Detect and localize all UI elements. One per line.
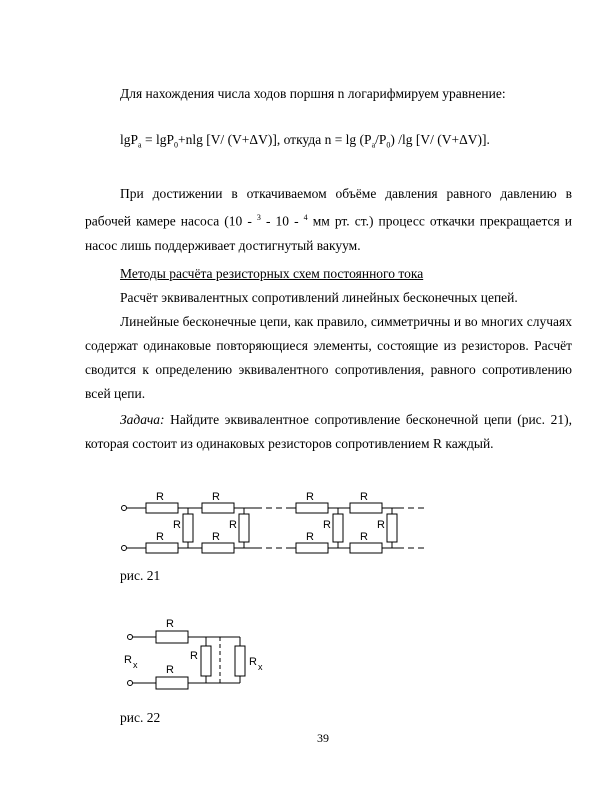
page-number: 39: [317, 731, 329, 745]
resistor-label: R: [156, 492, 164, 503]
figure-22-circuit: [120, 615, 290, 695]
paragraph-infinite-chains: Линейные бесконечные цепи, как правило, симметричны и во многих случаях содержат одинаковые повторяющиеся элементы, состоящие из резисторов. Расчёт сводится к определению эквивалентного сопротивления, равного сопротивлению всей цепи.: [85, 314, 572, 401]
rx-label: R: [249, 656, 257, 668]
paragraph-task: Задача: Найдите эквивалентное сопротивление бесконечной цепи (рис. 21), которая состоит из одинаковых резисторов сопротивлением R каждый.: [85, 412, 572, 451]
resistor-label: R: [156, 531, 164, 543]
paragraph-intro: Для нахождения числа ходов поршня n логарифмируем уравнение:: [120, 86, 506, 101]
resistor-label: R: [377, 519, 385, 531]
figure-21-caption: рис. 21: [120, 568, 161, 583]
task-label: Задача:: [120, 412, 165, 427]
figure-21-circuit: [118, 492, 438, 562]
section-heading: Методы расчёта резисторных схем постоянного тока: [120, 266, 424, 281]
resistor-label: R: [166, 664, 174, 676]
figure-22-caption: рис. 22: [120, 710, 161, 725]
rx-label: R: [124, 654, 132, 666]
formula: lgP$_a$ = lgP$_0$+nlg [V/ (V+ΔV)], откуда $n = \lg (P_a/P_0)$ /lg [V/ (V+ΔV)].: [120, 132, 490, 150]
rx-subscript: x: [133, 660, 138, 670]
resistor-label: R: [323, 519, 331, 531]
resistor-label: R: [212, 492, 220, 503]
section-subheading: Расчёт эквивалентных сопротивлений линейных бесконечных цепей.: [120, 290, 518, 305]
rx-subscript: x: [258, 662, 263, 672]
resistor-label: R: [229, 519, 237, 531]
resistor-label: R: [166, 618, 174, 630]
resistor-label: R: [360, 531, 368, 543]
resistor-label: R: [190, 650, 198, 662]
resistor-label: R: [306, 531, 314, 543]
resistor-label: R: [306, 492, 314, 503]
resistor-label: R: [212, 531, 220, 543]
resistor-label: R: [173, 519, 181, 531]
paragraph-vacuum: При достижении в откачиваемом объёме давления равного давлению в рабочей камере насоса (10 - $^3$ - 10 - $^4$ мм рт. ст.) процесс откачки прекращается и насос лишь поддерживает достигнутый вакуум.: [85, 186, 572, 253]
resistor-label: R: [360, 492, 368, 503]
